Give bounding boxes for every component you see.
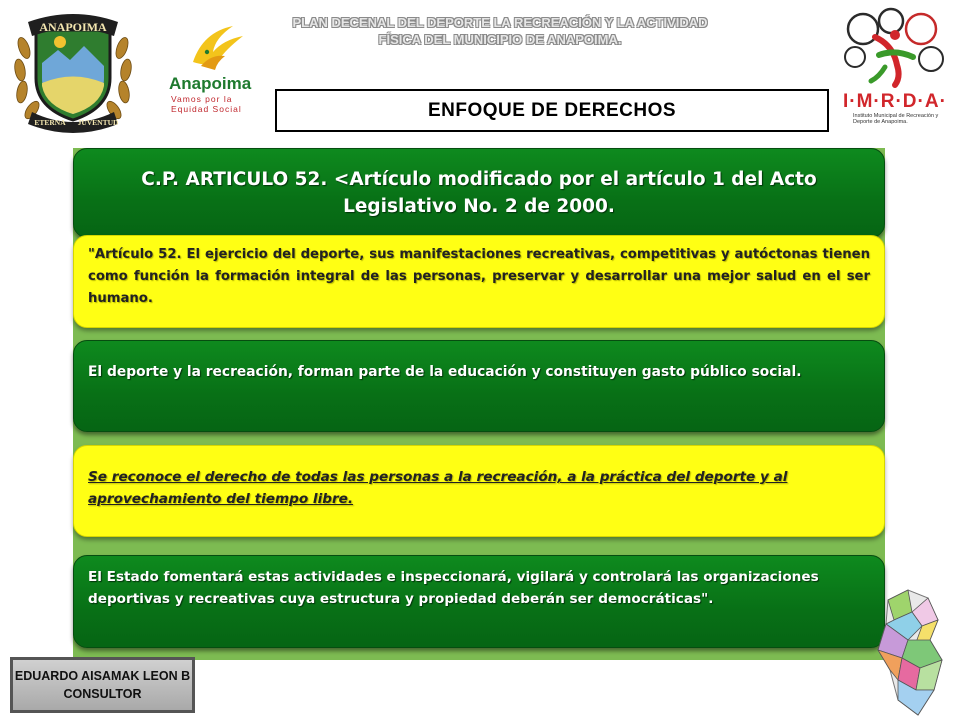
shield-bottom-right-text: JUVENTUD [77,118,119,127]
article-quote-text: "Artículo 52. El ejercicio del deporte, sus manifestaciones recreativas, competitivas y autóctonas tienen como función la formación integral de las personas, preservar y desarrollar una mejor salud en el ser humano. [88,247,870,306]
consultant-name: EDUARDO AISAMAK LEON B [14,669,191,683]
section-title: ENFOQUE DE DERECHOS [275,89,829,132]
consultant-badge [10,657,195,713]
article-quote-card [73,235,885,328]
article-heading-card [73,148,885,238]
state-text: El Estado fomentará estas actividades e inspeccionará, vigilará y controlará las organizaciones deportivas y recreativas cuya estructura y propiedad deberán ser democráticas". [88,569,819,607]
imrda-word: I·M·R·D·A· [843,91,947,112]
rings-icon [835,5,955,90]
shield-top-text: ANAPOIMA [39,20,107,34]
right-recognition-card [73,445,885,537]
plan-title: PLAN DECENAL DEL DEPORTE LA RECREACIÓN Y LA ACTIVIDAD FÍSICA DEL MUNICIPIO DE ANAPOIMA. [292,15,708,47]
imrda-logo [835,5,955,130]
municipality-map-icon [868,560,960,720]
anapoima-slogan: Vamos por la Equidad Social [171,94,242,114]
anapoima-name: Anapoima [169,74,252,93]
consultant-role: CONSULTOR [63,687,142,701]
article-heading-text: C.P. ARTICULO 52. <Artículo modificado por el artículo 1 del Acto Legislativo No. 2 de 2000. [141,169,817,217]
education-card [73,340,885,432]
anapoima-logo [163,22,273,122]
right-recognition-text: Se reconoce el derecho de todas las personas a la recreación, a la práctica del deporte y al aprovechamiento del tiempo libre. [88,469,788,507]
bird-icon [163,22,273,77]
state-card [73,555,885,648]
imrda-subtitle: Instituto Municipal de Recreación y Deporte de Anapoima. [853,113,939,125]
education-text: El deporte y la recreación, forman parte de la educación y constituyen gasto público social. [88,364,802,380]
anapoima-shield-logo [8,8,138,133]
shield-bottom-left-text: ETERNA [34,118,66,127]
